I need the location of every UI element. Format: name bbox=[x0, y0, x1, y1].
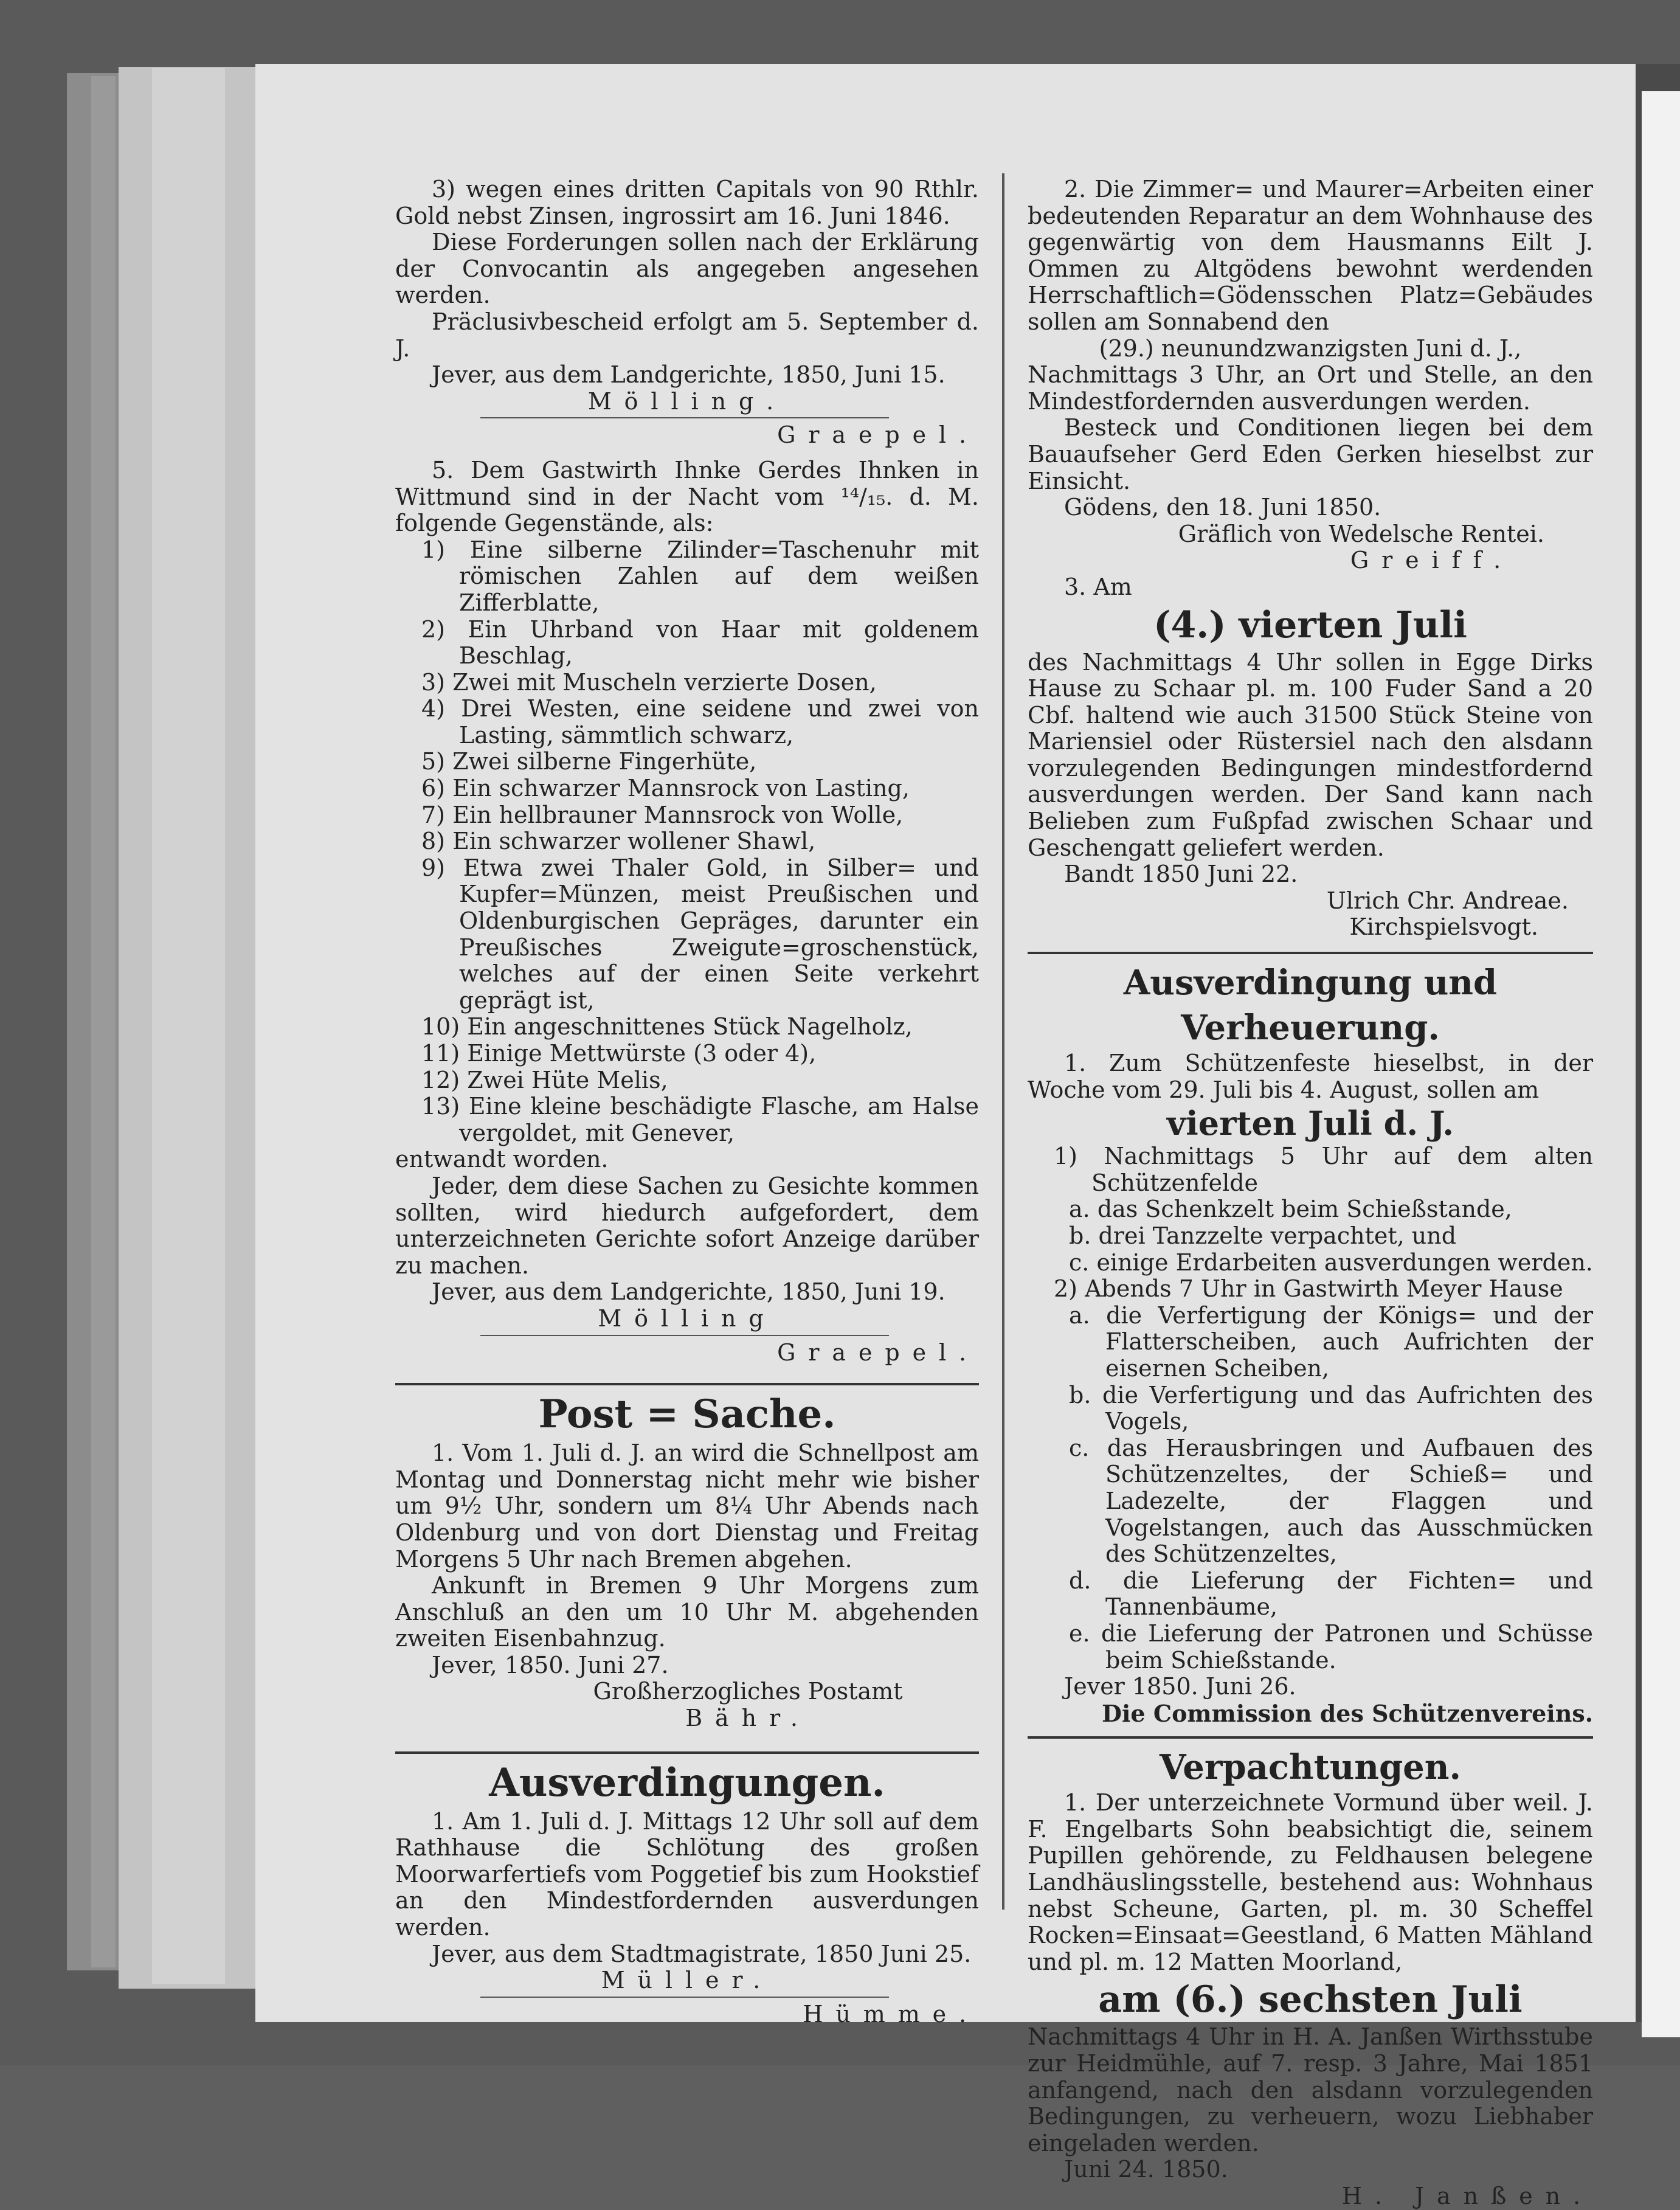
section-rule bbox=[395, 1383, 979, 1385]
verh-part-2: 2) Abends 7 Uhr in Gastwirth Meyer Hause bbox=[1054, 1275, 1563, 1303]
theft-intro: 5. Dem Gastwirth Ihnke Gerdes Ihnken in Wittmund sind in der Nacht vom ¹⁴/₁₅. d. M. folgende Gegenstände, als: bbox=[395, 456, 979, 537]
list-item: a. die Verfertigung der Königs= und der Flatterscheiben, auch Aufrichten der eisernen Scheiben, bbox=[1069, 1301, 1593, 1382]
claim-item: 3) wegen eines dritten Capitals von 90 Rthlr. Gold nebst Zinsen, ingrossirt am 16. Juni 1846. bbox=[395, 176, 979, 229]
preclusion-line: Präclusivbescheid erfolgt am 5. September d. J. bbox=[395, 308, 979, 362]
pacht-date-line: Juni 24. 1850. bbox=[1064, 2156, 1228, 2183]
list-item: e. die Lieferung der Patronen und Schüsse beim Schießstande. bbox=[1069, 1619, 1593, 1674]
ausverd-text: 1. Am 1. Juli d. J. Mittags 12 Uhr soll auf dem Rathhause die Schlötung des großen Moorwarfertiefs vom Poggetief bis zum Hookstief an den Mindestfordernden ausverdungen werden. bbox=[395, 1807, 979, 1941]
right-column bbox=[1028, 176, 1593, 2210]
list-item: 4) Drei Westen, eine seidene und zwei von Lasting, sämmtlich schwarz, bbox=[421, 695, 979, 749]
verh-date-line: Jever 1850. Juni 26. bbox=[1064, 1673, 1296, 1700]
signature-graepel: Graepel. bbox=[777, 421, 979, 449]
list-item: c. das Herausbringen und Aufbauen des Schützenzeltes, der Schieß= und Ladezelte, der Flaggen und Vogelstangen, auch das Ausschmücken des Schützenzeltes, bbox=[1069, 1434, 1593, 1568]
post-office: Großherzogliches Postamt bbox=[593, 1678, 903, 1705]
list-item: 6) Ein schwarzer Mannsrock von Lasting, bbox=[421, 775, 910, 802]
list-item: b. die Verfertigung und das Aufrichten des Vogels, bbox=[1069, 1381, 1593, 1435]
pacht-text-2: Nachmittags 4 Uhr in H. A. Janßen Wirthsstube zur Heidmühle, auf 7. resp. 3 Jahre, Mai 1851 anfangend, nach den alsdann vorzulegenden Bedingungen, zu verheuern, wozu Liebhaber eingeladen werden. bbox=[1028, 2023, 1593, 2156]
item3-signature: Ulrich Chr. Andreae. bbox=[1326, 887, 1569, 914]
item2-time: Nachmittags 3 Uhr, an Ort und Stelle, an den Mindestfordernden ausverdungen werden. bbox=[1028, 361, 1593, 415]
court-date: Jever, aus dem Landgerichte, 1850, Juni 15. bbox=[432, 361, 945, 389]
post-text: 1. Vom 1. Juli d. J. an wird die Schnellpost am Montag und Donnerstag nicht mehr wie bisher um 9½ Uhr, sondern um 8¼ Uhr Abends nach Oldenburg und von dort Dienstag und Freitag Morgens 5 Uhr nach Bremen abgehen. bbox=[395, 1439, 979, 1573]
verh-date: vierten Juli d. J. bbox=[1166, 1104, 1454, 1143]
verh-signature: Die Commission des Schützenvereins. bbox=[1102, 1699, 1593, 1727]
signature-graepel: Graepel. bbox=[777, 1339, 979, 1366]
item3-date: (4.) vierten Juli bbox=[1153, 603, 1467, 646]
list-item: 3) Zwei mit Muscheln verzierte Dosen, bbox=[421, 668, 877, 696]
list-item: b. drei Tanzzelte verpachtet, und bbox=[1069, 1222, 1457, 1249]
list-item: 9) Etwa zwei Thaler Gold, in Silber= und Kupfer=Münzen, meist Preußischen und Oldenburgischen Gepräges, darunter ein Preußisches Zweigute=groschenstück, welches auf der einen Seite verkehrt geprägt ist, bbox=[421, 854, 979, 1014]
signature-mueller: Müller. bbox=[601, 1967, 773, 1994]
list-item: 5) Zwei silberne Fingerhüte, bbox=[421, 748, 757, 775]
item2-signature: Greiff. bbox=[1350, 547, 1514, 574]
section-rule bbox=[1028, 1736, 1593, 1739]
post-arrival: Ankunft in Bremen 9 Uhr Morgens zum Anschluß an den um 10 Uhr M. abgehenden zweiten Eisenbahnzug. bbox=[395, 1572, 979, 1652]
ausverd-date: Jever, aus dem Stadtmagistrate, 1850 Juni 25. bbox=[432, 1940, 972, 1967]
section-heading-ausverdingungen: Ausverdingungen. bbox=[489, 1759, 885, 1806]
section-rule bbox=[395, 1751, 979, 1754]
left-column bbox=[395, 176, 979, 2028]
item2-place-date: Gödens, den 18. Juni 1850. bbox=[1064, 494, 1381, 521]
item3-title: Kirchspielsvogt. bbox=[1349, 913, 1538, 941]
post-date: Jever, 1850. Juni 27. bbox=[432, 1651, 669, 1678]
signature-moelling: Mölling bbox=[598, 1304, 776, 1332]
list-item: c. einige Erdarbeiten ausverdungen werden. bbox=[1069, 1249, 1593, 1276]
list-item: 7) Ein hellbrauner Mannsrock von Wolle, bbox=[421, 801, 904, 828]
signature-huemme: Hümme. bbox=[803, 2000, 979, 2028]
stolen-items-list bbox=[395, 537, 979, 1147]
signature-rule bbox=[480, 417, 889, 418]
section-rule bbox=[1028, 952, 1593, 954]
verh-part-1: 1) Nachmittags 5 Uhr auf dem alten Schützenfelde bbox=[1054, 1143, 1593, 1196]
item3-date-line: Bandt 1850 Juni 22. bbox=[1064, 861, 1298, 888]
signature-rule bbox=[480, 1997, 889, 1998]
list-item: 2) Ein Uhrband von Haar mit goldenem Beschlag, bbox=[421, 615, 979, 670]
verh-intro: 1. Zum Schützenfeste hieselbst, in der Woche vom 29. Juli bis 4. August, sollen am bbox=[1028, 1050, 1593, 1103]
item2-date: (29.) neunundzwanzigsten Juni d. J., bbox=[1099, 334, 1522, 362]
item2-text: 2. Die Zimmer= und Maurer=Arbeiten einer bedeutenden Reparatur an dem Wohnhause des gegenwärtig von dem Hausmanns Eilt J. Ommen zu Altgödens bewohnt werdenden Herrschaftlich=Gödensschen Platz=Gebäudes sollen am Sonnabend den bbox=[1028, 176, 1593, 335]
court-date: Jever, aus dem Landgerichte, 1850, Juni 19. bbox=[432, 1278, 945, 1306]
appeal-text: Jeder, dem diese Sachen zu Gesichte kommen sollten, wird hiedurch aufgefordert, dem unterzeichneten Gerichte sofort Anzeige darüber zu machen. bbox=[395, 1172, 979, 1279]
list-item: 11) Einige Mettwürste (3 oder 4), bbox=[421, 1040, 817, 1067]
section-heading-post: Post = Sache. bbox=[538, 1391, 836, 1438]
signature-rule bbox=[480, 1335, 889, 1336]
list-item: d. die Lieferung der Fichten= und Tannenbäume, bbox=[1069, 1567, 1593, 1621]
list-item: 10) Ein angeschnittenes Stück Nagelholz, bbox=[421, 1013, 913, 1041]
pacht-signature: H. Janßen. bbox=[1341, 2183, 1593, 2209]
claims-note: Diese Forderungen sollen nach der Erklärung der Convocantin als angegeben angesehen werden. bbox=[395, 229, 979, 309]
item2-conditions: Besteck und Conditionen liegen bei dem Bauaufseher Gerd Eden Gerken hieselbst zur Einsicht. bbox=[1028, 414, 1593, 494]
list-item: 12) Zwei Hüte Melis, bbox=[421, 1066, 668, 1093]
theft-closing: entwandt worden. bbox=[395, 1146, 609, 1173]
section-heading-verheuerung: Ausverdingung und Verheuerung. bbox=[1123, 963, 1498, 1048]
list-item: a. das Schenkzelt beim Schießstande, bbox=[1069, 1196, 1512, 1223]
post-signature: Bähr. bbox=[685, 1705, 811, 1732]
item2-office: Gräflich von Wedelsche Rentei. bbox=[1178, 520, 1544, 547]
item3-text: des Nachmittags 4 Uhr sollen in Egge Dirks Hause zu Schaar pl. m. 100 Fuder Sand a 20 Cbf. haltend wie auch 31500 Stück Steine von Mariensiel oder Rüstersiel nach den alsdann vorzulegenden Bedingungen mindestfordernd ausverdungen werden. Der Sand kann nach Belieben zum Fußpfad zwischen Schaar und Geschengatt geliefert werden. bbox=[1028, 648, 1593, 861]
pacht-text: 1. Der unterzeichnete Vormund über weil. J. F. Engelbarts Sohn beabsichtigt die, seinem Pupillen gehörende, zu Feldhausen belegene Landhäuslingsstelle, bestehend aus: Wohnhaus nebst Scheune, Garten, pl. m. 30 Scheffel Rocken=Einsaat=Geestland, 6 Matten Mähland und pl. m. 12 Matten Moorland, bbox=[1028, 1789, 1593, 1975]
list-item: 8) Ein schwarzer wollener Shawl, bbox=[421, 828, 816, 855]
section-heading-verpachtungen: Verpachtungen. bbox=[1160, 1747, 1461, 1788]
pacht-date: am (6.) sechsten Juli bbox=[1098, 1978, 1523, 2021]
item3-intro: 3. Am bbox=[1064, 573, 1132, 600]
signature-moelling: Mölling. bbox=[587, 387, 787, 415]
list-item: 13) Eine kleine beschädigte Flasche, am Halse vergoldet, mit Genever, bbox=[421, 1093, 979, 1146]
list-item: 1) Eine silberne Zilinder=Taschenuhr mit römischen Zahlen auf dem weißen Zifferblatte, bbox=[421, 536, 979, 616]
